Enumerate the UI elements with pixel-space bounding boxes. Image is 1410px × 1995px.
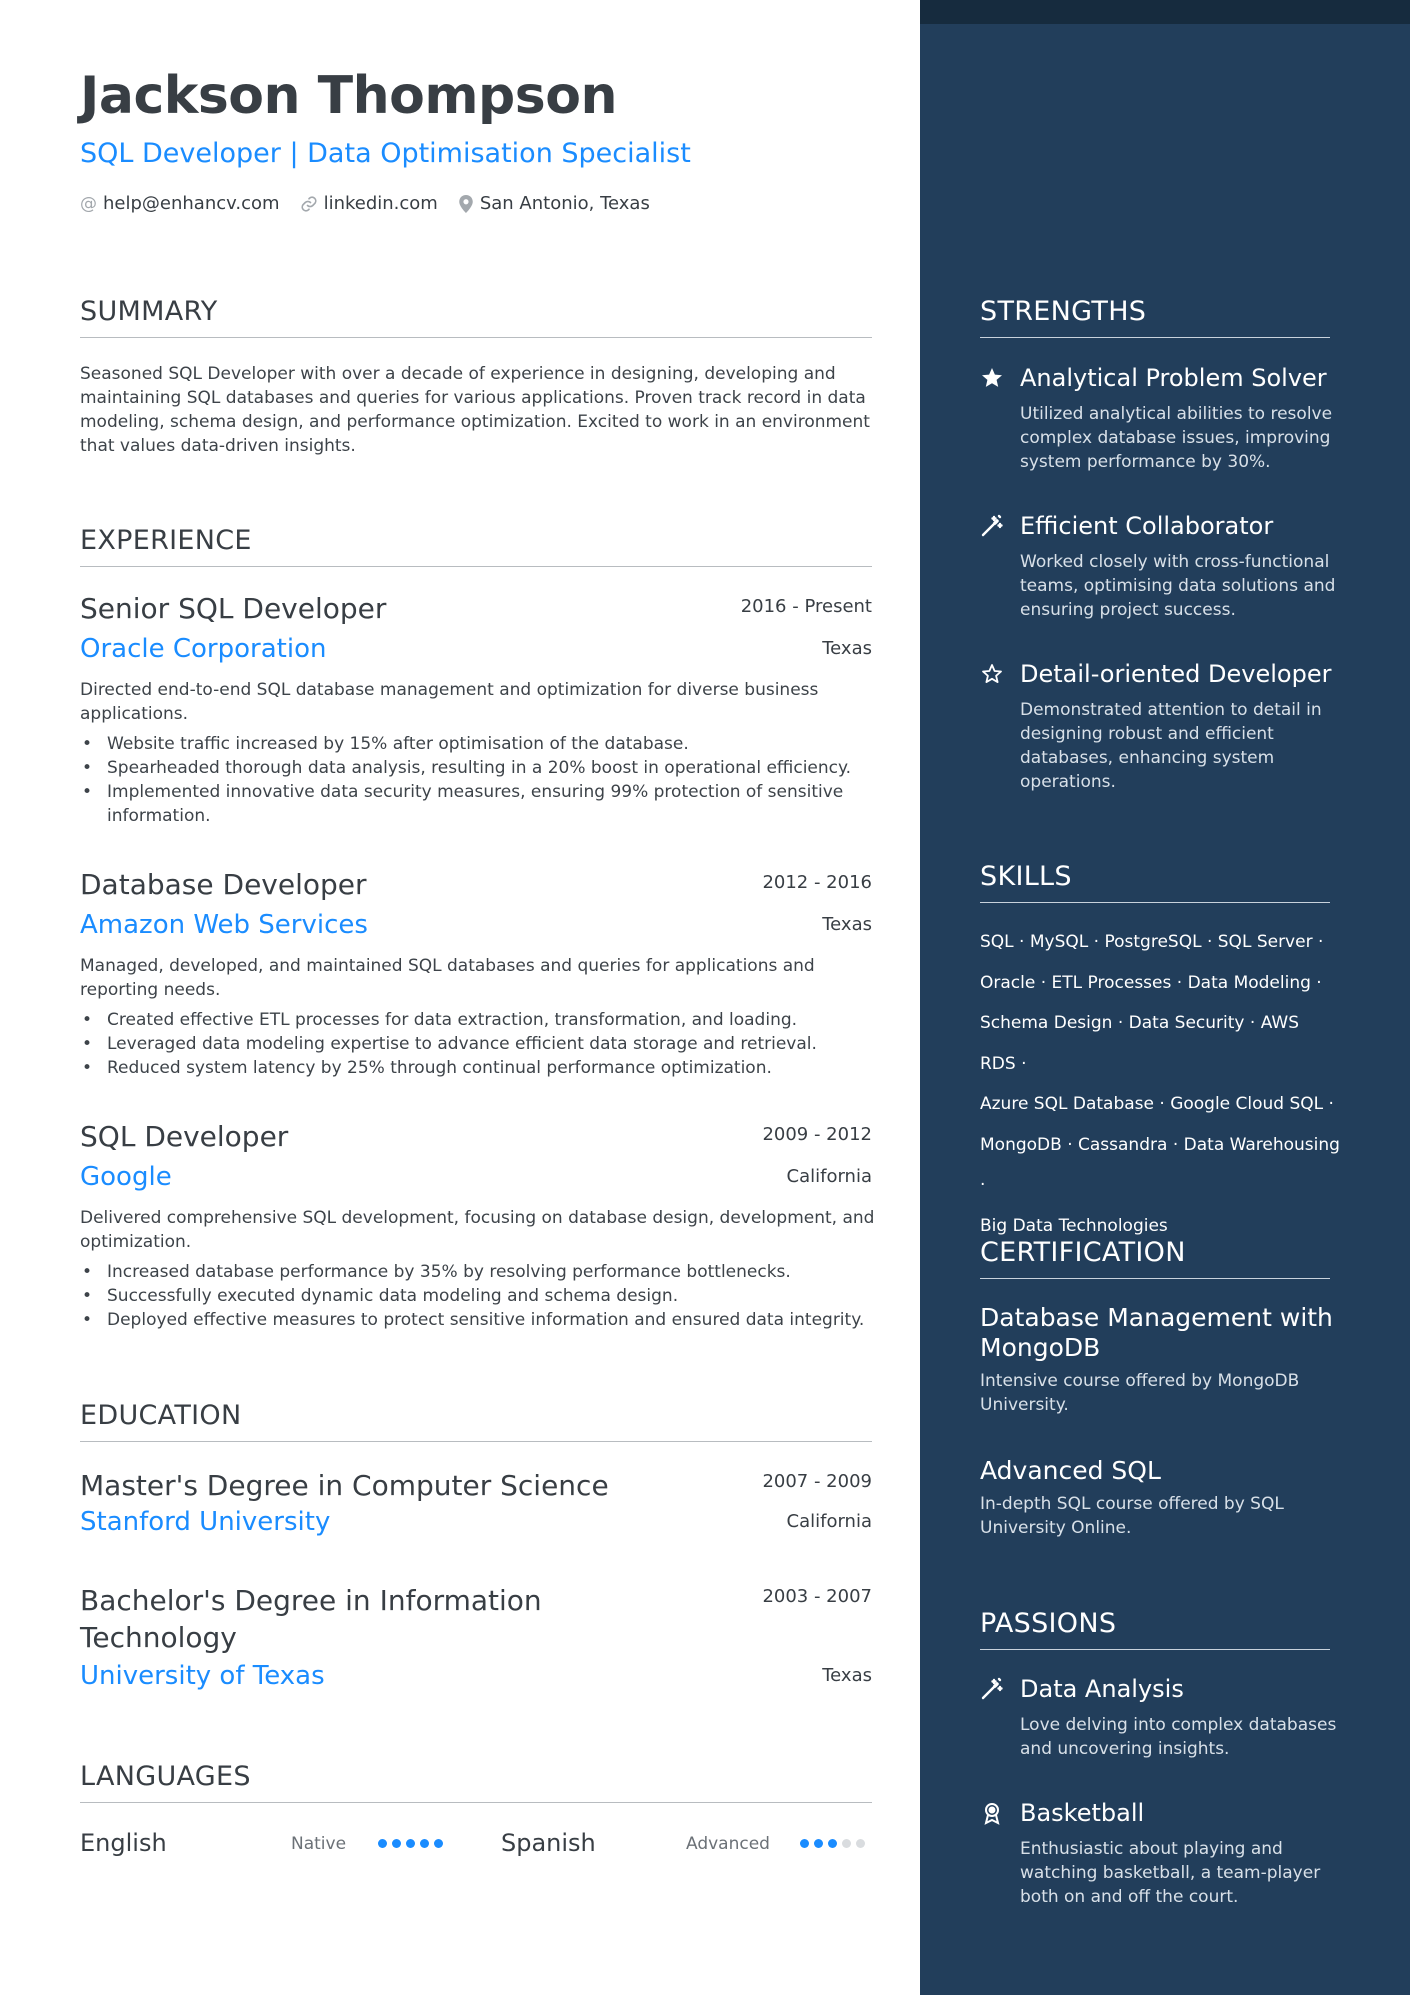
job-bullet: • Spearheaded thorough data analysis, resulting in a 20% boost in operational efficiency. — [80, 756, 880, 780]
language-name: Spanish — [501, 1829, 596, 1857]
at-icon: @ — [80, 193, 97, 214]
passions-heading: PASSIONS — [980, 1608, 1330, 1650]
summary-heading: SUMMARY — [80, 296, 872, 338]
language-level: Advanced — [686, 1834, 770, 1854]
job-bullets — [80, 1260, 880, 1332]
location-pin-icon — [458, 195, 474, 213]
language-name: English — [80, 1829, 167, 1857]
star-outline-icon — [980, 662, 1004, 686]
location-text: San Antonio, Texas — [479, 193, 650, 214]
strength-text: Utilized analytical abilities to resolve complex database issues, improving system performance by 30%. — [1020, 404, 1333, 472]
degree-title: Bachelor's Degree in Information Technology — [80, 1584, 542, 1654]
job-title: SQL Developer — [80, 1120, 289, 1153]
certification-text: In-depth SQL course offered by SQL University Online. — [980, 1494, 1284, 1538]
school-name[interactable]: Stanford University — [80, 1507, 331, 1537]
school-location: Texas — [822, 1665, 872, 1686]
skill-tag: Data Security — [1128, 1013, 1245, 1033]
job-bullet: • Implemented innovative data security measures, ensuring 99% protection of sensitive information. — [80, 780, 880, 828]
passion-text: Enthusiastic about playing and watching basketball, a team-player both on and off the court. — [1020, 1839, 1321, 1907]
job-location: Texas — [822, 914, 872, 935]
job-location: Texas — [822, 638, 872, 659]
rating-dot — [842, 1839, 851, 1848]
job-bullets — [80, 1008, 880, 1080]
job-bullets — [80, 732, 880, 828]
rating-dot — [800, 1839, 809, 1848]
skill-tag: PostgreSQL — [1104, 932, 1202, 952]
skill-tag: SQL Server — [1217, 932, 1313, 952]
skill-tag: Google Cloud SQL — [1170, 1094, 1324, 1114]
rating-dot — [392, 1839, 401, 1848]
magic-wand-icon — [980, 1677, 1004, 1701]
rating-dot — [434, 1839, 443, 1848]
candidate-name: Jackson Thompson — [80, 66, 617, 126]
strength-title: Efficient Collaborator — [1020, 512, 1274, 540]
email-text: help@enhancv.com — [103, 193, 280, 214]
school-location: California — [786, 1511, 872, 1532]
job-title: Database Developer — [80, 868, 367, 901]
skill-tag: Azure SQL Database — [980, 1094, 1154, 1114]
contact-linkedin[interactable] — [300, 193, 438, 214]
skill-tag: MongoDB — [980, 1134, 1062, 1155]
rating-dot — [856, 1839, 865, 1848]
star-icon — [980, 366, 1004, 390]
job-company[interactable]: Google — [80, 1162, 172, 1192]
rating-dot — [420, 1839, 429, 1848]
sidebar-top-band — [920, 0, 1410, 24]
job-dates: 2012 - 2016 — [762, 872, 872, 893]
school-name[interactable]: University of Texas — [80, 1661, 325, 1691]
education-dates: 2003 - 2007 — [762, 1586, 872, 1607]
job-bullet: • Created effective ETL processes for data extraction, transformation, and loading. — [80, 1008, 880, 1032]
link-icon — [300, 195, 318, 213]
passion-text: Love delving into complex databases and uncovering insights. — [1020, 1715, 1337, 1759]
skill-tag: Cassandra — [1078, 1134, 1168, 1155]
job-description: Delivered comprehensive SQL development, focusing on database design, development, and optimization. — [80, 1208, 875, 1252]
skills-heading: SKILLS — [980, 861, 1330, 903]
job-bullet: • Increased database performance by 35% by resolving performance bottlenecks. — [80, 1260, 880, 1284]
certification-text: Intensive course offered by MongoDB University. — [980, 1371, 1300, 1415]
rating-dot — [814, 1839, 823, 1848]
strengths-heading: STRENGTHS — [980, 296, 1330, 338]
skill-tag: SQL — [980, 932, 1014, 952]
job-bullet: • Deployed effective measures to protect sensitive information and ensured data integrity. — [80, 1308, 880, 1332]
languages-heading: LANGUAGES — [80, 1761, 872, 1803]
language-rating — [378, 1839, 448, 1848]
skill-tag: Data Warehousing — [1183, 1134, 1340, 1155]
skill-tag: Big Data Technologies — [980, 1215, 1168, 1236]
skill-tag: Data Modeling — [1187, 972, 1311, 993]
skill-tag: ETL Processes — [1051, 972, 1172, 993]
job-location: California — [786, 1166, 872, 1187]
strength-text: Demonstrated attention to detail in designing robust and efficient databases, enhancing system operations. — [1020, 700, 1322, 792]
passion-title: Basketball — [1020, 1799, 1145, 1827]
skill-tag: AWS RDS — [980, 1013, 1300, 1074]
contact-row — [80, 193, 670, 214]
job-company[interactable]: Oracle Corporation — [80, 634, 327, 664]
job-dates: 2016 - Present — [740, 596, 872, 617]
language-level: Native — [291, 1834, 347, 1854]
job-bullet: • Successfully executed dynamic data modeling and schema design. — [80, 1284, 880, 1308]
job-dates: 2009 - 2012 — [762, 1124, 872, 1145]
award-icon — [980, 1801, 1004, 1825]
rating-dot — [406, 1839, 415, 1848]
strength-text: Worked closely with cross-functional teams, optimising data solutions and ensuring project success. — [1020, 552, 1336, 620]
skills-list: SQL · MySQL · PostgreSQL · SQL Server · Oracle · ETL Processes · Data Modeling · Schema Design · Data Security · AWS RDS · Azure SQL Database · Google Cloud SQL · MongoDB · Cassandra · Data Warehousing · Big Data Technologies — [980, 932, 1340, 1236]
job-bullet: • Website traffic increased by 15% after optimisation of the database. — [80, 732, 880, 756]
education-heading: EDUCATION — [80, 1400, 872, 1442]
certification-heading: CERTIFICATION — [980, 1237, 1330, 1279]
contact-email[interactable] — [80, 193, 280, 214]
job-bullet: • Reduced system latency by 25% through continual performance optimization. — [80, 1056, 880, 1080]
rating-dot — [378, 1839, 387, 1848]
degree-title: Master's Degree in Computer Science — [80, 1469, 609, 1502]
skill-tag: Schema Design — [980, 1013, 1113, 1033]
rating-dot — [828, 1839, 837, 1848]
linkedin-text: linkedin.com — [323, 193, 438, 214]
passion-title: Data Analysis — [1020, 1675, 1184, 1703]
certification-title: Advanced SQL — [980, 1456, 1161, 1485]
summary-text: Seasoned SQL Developer with over a decade of experience in designing, developing and maintaining SQL databases and queries for various applications. Proven track record in data modeling, schema design, and performance optimization. Excited to work in an environment that values data-driven insights. — [80, 364, 870, 456]
skill-tag: Oracle — [980, 972, 1036, 993]
experience-heading: EXPERIENCE — [80, 525, 872, 567]
certification-title: Database Management with MongoDB — [980, 1303, 1333, 1362]
contact-location — [458, 193, 650, 214]
strength-title: Analytical Problem Solver — [1020, 364, 1327, 392]
job-company[interactable]: Amazon Web Services — [80, 910, 368, 940]
job-description: Managed, developed, and maintained SQL databases and queries for applications and reporting needs. — [80, 956, 815, 1000]
job-bullet: • Leveraged data modeling expertise to advance efficient data storage and retrieval. — [80, 1032, 880, 1056]
candidate-headline: SQL Developer | Data Optimisation Specialist — [80, 138, 691, 169]
magic-wand-icon — [980, 514, 1004, 538]
job-description: Directed end-to-end SQL database management and optimization for diverse business applications. — [80, 680, 819, 724]
skill-tag: MySQL — [1029, 932, 1089, 952]
education-dates: 2007 - 2009 — [762, 1471, 872, 1492]
strength-title: Detail-oriented Developer — [1020, 660, 1332, 688]
job-title: Senior SQL Developer — [80, 592, 387, 625]
language-rating — [800, 1839, 870, 1848]
